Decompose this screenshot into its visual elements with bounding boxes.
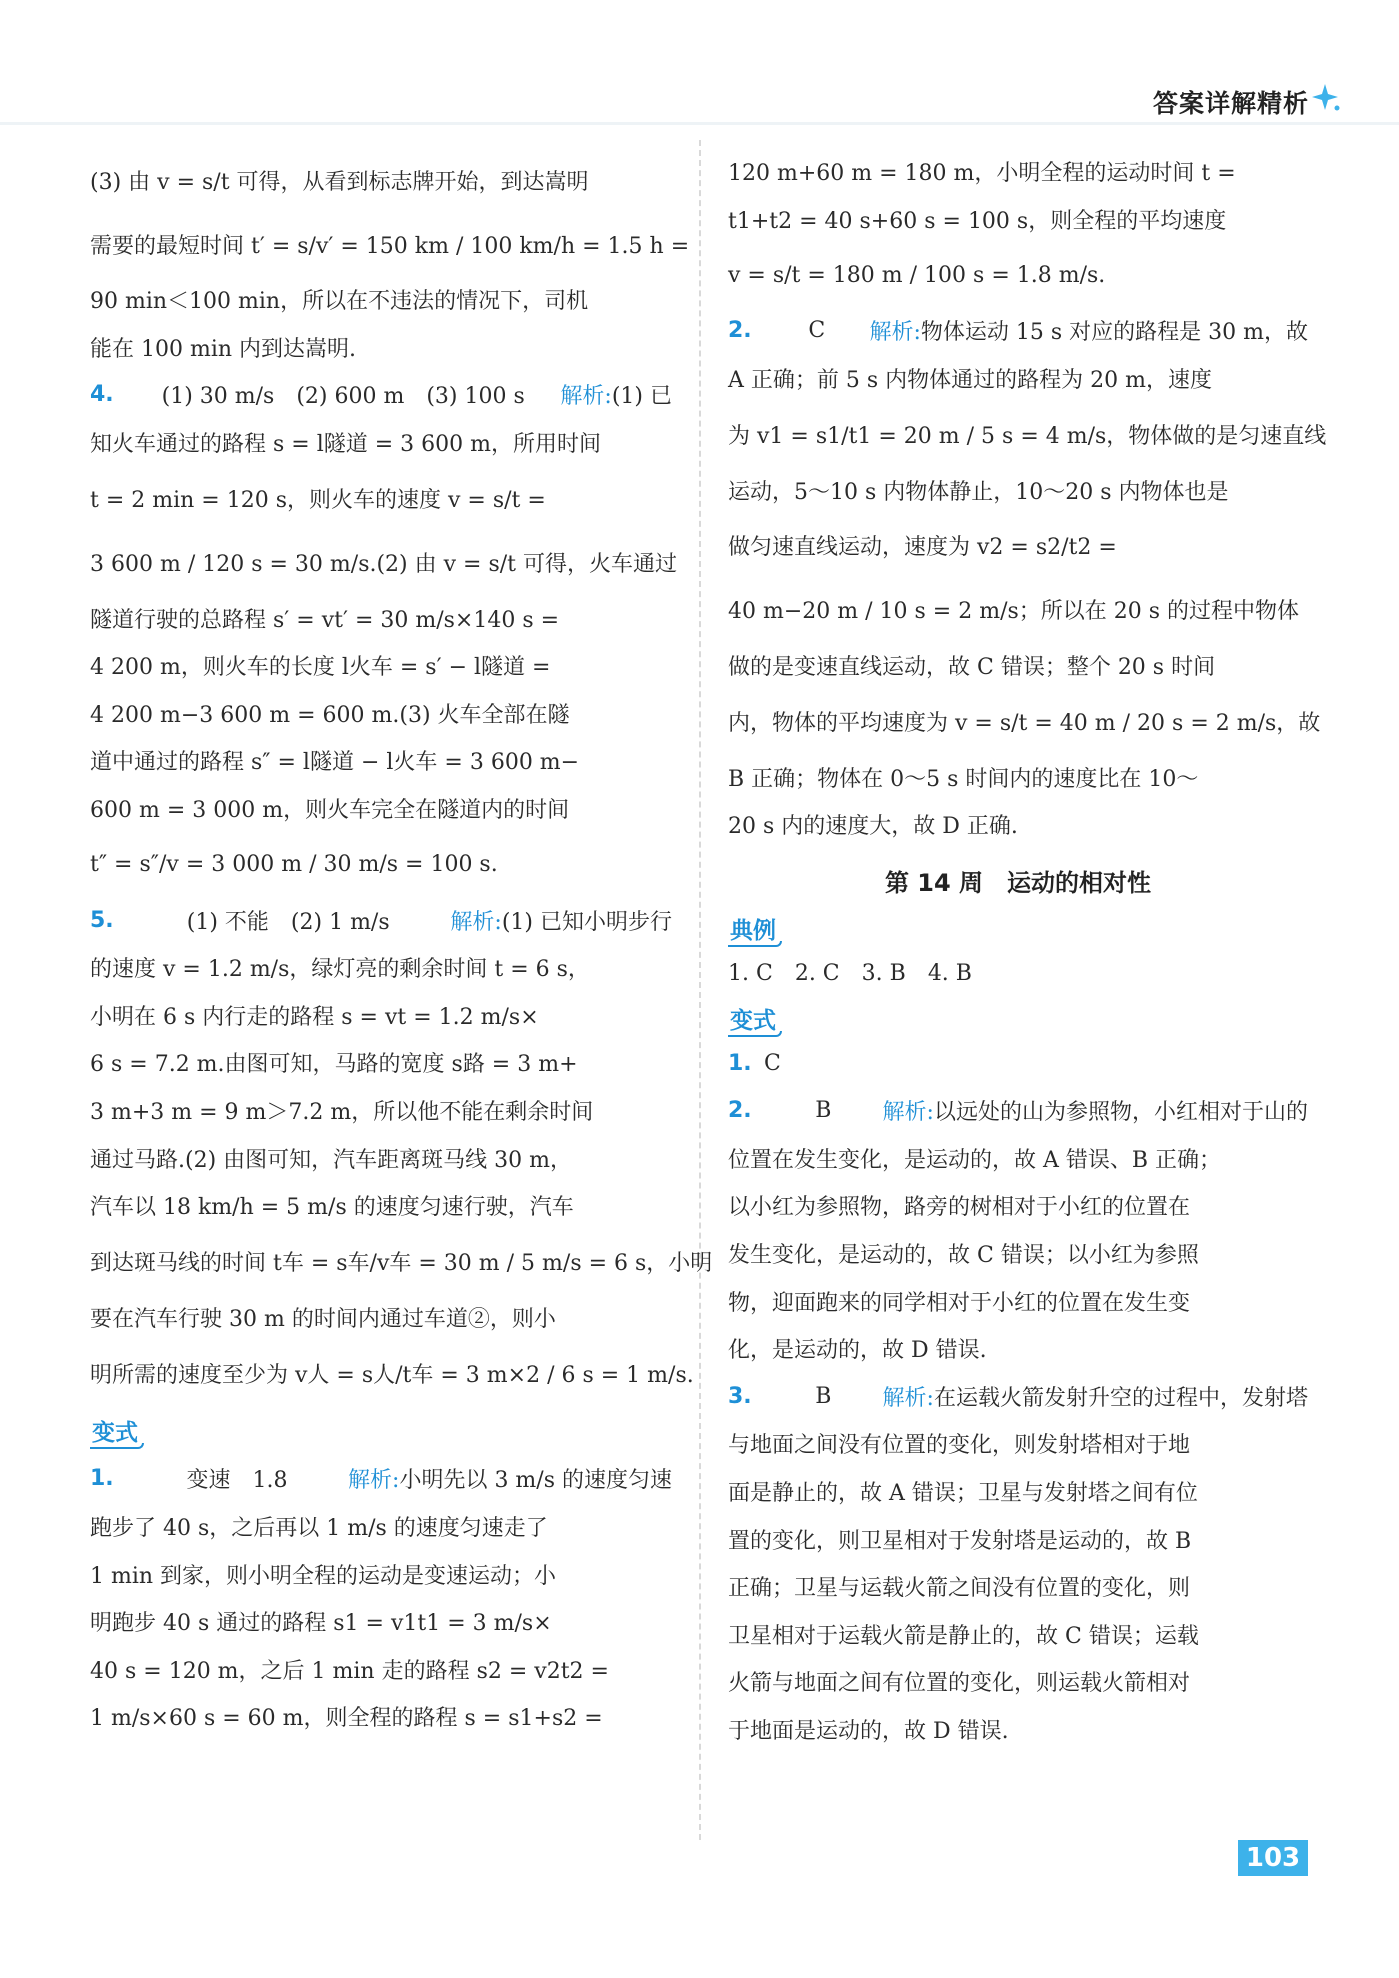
column-divider <box>699 140 701 1840</box>
header-title: 答案详解精析 <box>1152 89 1309 118</box>
text-line: 600 m = 3 000 m，则火车完全在隧道内的时间 <box>90 798 570 824</box>
text-line: 120 m+60 m = 180 m，小明全程的运动时间 t = <box>728 161 1236 187</box>
right-column <box>728 148 1327 1753</box>
text-line: 做的是变速直线运动，故 C 错误；整个 20 s 时间 <box>728 655 1216 681</box>
section-tag-variant: 变式 <box>728 1002 778 1035</box>
question-number: 3. <box>728 1383 752 1409</box>
text-line: 正确；卫星与运载火箭之间没有位置的变化，则 <box>728 1576 1191 1602</box>
answer-text: (1) 不能 (2) 1 m/s <box>186 909 390 935</box>
example-answer: 4. B <box>927 961 972 987</box>
variant-2-line <box>728 1087 1308 1135</box>
text-line: 明所需的速度至少为 v人 = s人/t车 = 3 m×2 / 6 s = 1 m/s. <box>90 1362 694 1388</box>
text-fragment: 以远处的山为参照物，小红相对于山的 <box>933 1100 1308 1126</box>
text-line: 跑步了 40 s，之后再以 1 m/s 的速度匀速走了 <box>90 1515 548 1541</box>
question-4-line <box>90 371 672 419</box>
text-line: 6 s = 7.2 m.由图可知，马路的宽度 s路 = 3 m+ <box>90 1052 578 1078</box>
variant-3-line <box>728 1373 1308 1421</box>
text-line: 面是静止的，故 A 错误；卫星与发射塔之间有位 <box>728 1480 1198 1506</box>
answer-text: (1) 30 m/s (2) 600 m (3) 100 s <box>161 384 525 410</box>
header-rule <box>0 122 1399 125</box>
text-line: 为 v1 = s1/t1 = 20 m / 5 s = 4 m/s，物体做的是匀速直线 <box>728 423 1327 449</box>
text-line: 要在汽车行驶 30 m 的时间内通过车道②，则小 <box>90 1306 556 1332</box>
text-line: t = 2 min = 120 s，则火车的速度 v = s/t = <box>90 487 546 513</box>
text-fragment: 物体运动 15 s 对应的路程是 30 m，故 <box>920 320 1308 346</box>
text-line: 3 600 m / 120 s = 30 m/s.(2) 由 v = s/t 可得，火车通过 <box>90 551 678 577</box>
text-line: 与地面之间没有位置的变化，则发射塔相对于地 <box>728 1433 1191 1459</box>
section-tag-line <box>728 997 1308 1039</box>
analysis-label: 解析: <box>882 1385 934 1411</box>
text-line: 以小红为参照物，路旁的树相对于小红的位置在 <box>728 1195 1191 1221</box>
text-line: (3) 由 v = s/t 可得，从看到标志牌开始，到达嵩明 <box>90 169 589 195</box>
text-line: 40 s = 120 m，之后 1 min 走的路程 s2 = v2t2 = <box>90 1658 609 1684</box>
question-number: 1. <box>90 1466 114 1492</box>
text-line: 20 s 内的速度大，故 D 正确. <box>728 814 1018 840</box>
text-line: t1+t2 = 40 s+60 s = 100 s，则全程的平均速度 <box>728 208 1227 234</box>
answer-text: 变速 1.8 <box>186 1468 288 1494</box>
text-line: 通过马路.(2) 由图可知，汽车距离斑马线 30 m， <box>90 1147 572 1173</box>
text-line: 4 200 m，则火车的长度 l火车 = s′ − l隧道 = <box>90 655 551 681</box>
analysis-label: 解析: <box>348 1468 400 1494</box>
text-line: 4 200 m−3 600 m = 600 m.(3) 火车全部在隧 <box>90 702 570 728</box>
text-fragment: (1) 已知小明步行 <box>501 909 672 935</box>
text-line: 需要的最短时间 t′ = s/v′ = 150 km / 100 km/h = 1.5 h = <box>90 233 690 259</box>
text-line: 到达斑马线的时间 t车 = s车/v车 = 30 m / 5 m/s = 6 s，小明 <box>90 1251 713 1276</box>
analysis-label: 解析: <box>450 909 502 935</box>
example-answer: 1. C <box>728 961 773 987</box>
text-fragment: 在运载火箭发射升空的过程中，发射塔 <box>933 1385 1308 1411</box>
variant-1-line <box>90 1455 672 1503</box>
text-line: 的速度 v = 1.2 m/s，绿灯亮的剩余时间 t = 6 s， <box>90 957 590 983</box>
analysis-label: 解析: <box>560 384 612 410</box>
text-line: 3 m+3 m = 9 m＞7.2 m，所以他不能在剩余时间 <box>90 1100 594 1126</box>
text-line: 汽车以 18 km/h = 5 m/s 的速度匀速行驶，汽车 <box>90 1195 574 1221</box>
text-line: 置的变化，则卫星相对于发射塔是运动的，故 B <box>728 1528 1192 1554</box>
text-line: t″ = s″/v = 3 000 m / 30 m/s = 100 s. <box>90 851 498 877</box>
text-line: 1 min 到家，则小明全程的运动是变速运动；小 <box>90 1563 557 1589</box>
text-line: 道中通过的路程 s″ = l隧道 − l火车 = 3 600 m− <box>90 750 580 776</box>
text-line: 明跑步 40 s 通过的路程 s1 = v1t1 = 3 m/s× <box>90 1611 552 1637</box>
text-line: 卫星相对于运载火箭是静止的，故 C 错误；运载 <box>728 1623 1199 1649</box>
text-line: 40 m−20 m / 10 s = 2 m/s；所以在 20 s 的过程中物体 <box>728 599 1300 625</box>
example-answers <box>728 950 1308 998</box>
text-line: 内，物体的平均速度为 v = s/t = 40 m / 20 s = 2 m/s，故 <box>728 711 1321 737</box>
text-line: 运动，5～10 s 内物体静止，10～20 s 内物体也是 <box>728 479 1229 505</box>
section-heading: 第 14 周 运动的相对性 <box>884 868 1152 897</box>
analysis-label: 解析: <box>882 1100 934 1126</box>
text-line: 隧道行驶的总路程 s′ = vt′ = 30 m/s×140 s = <box>90 607 560 633</box>
page-number: 103 <box>1238 1840 1308 1876</box>
text-line: B 正确；物体在 0～5 s 时间内的速度比在 10～ <box>728 766 1199 792</box>
question-number: 1. <box>728 1050 752 1076</box>
section-tag-line <box>90 1405 672 1455</box>
question-number: 5. <box>90 907 114 933</box>
answer-text: C <box>808 318 826 344</box>
text-line: 位置在发生变化，是运动的，故 A 错误、B 正确； <box>728 1147 1222 1173</box>
question-number: 2. <box>728 1098 752 1124</box>
question-number: 2. <box>728 318 752 344</box>
section-tag-example: 典例 <box>728 912 778 945</box>
text-line: 1 m/s×60 s = 60 m，则全程的路程 s = s1+s2 = <box>90 1706 603 1732</box>
question-number: 4. <box>90 382 114 408</box>
text-line: 知火车通过的路程 s = l隧道 = 3 600 m，所用时间 <box>90 432 601 458</box>
text-line: 物，迎面跑来的同学相对于小红的位置在发生变 <box>728 1290 1191 1316</box>
text-line: 做匀速直线运动，速度为 v2 = s2/t2 = <box>728 535 1117 561</box>
section-tag-line <box>728 908 1308 950</box>
text-line: A 正确；前 5 s 内物体通过的路程为 20 m，速度 <box>728 368 1212 394</box>
text-fragment: (1) 已 <box>611 384 672 410</box>
text-line: 于地面是运动的，故 D 错误. <box>728 1718 1009 1744</box>
text-fragment: 小明先以 3 m/s 的速度匀速 <box>399 1468 672 1494</box>
text-line: 化，是运动的，故 D 错误. <box>728 1338 987 1364</box>
text-line: 90 min＜100 min，所以在不违法的情况下，司机 <box>90 289 589 315</box>
sparkle-icon <box>1311 82 1341 112</box>
text-line: 能在 100 min 内到达嵩明. <box>90 336 357 362</box>
answer-text: B <box>815 1098 832 1124</box>
answer-text: C <box>764 1050 781 1076</box>
text-line: 小明在 6 s 内行走的路程 s = vt = 1.2 m/s× <box>90 1004 539 1030</box>
answer-text: B <box>815 1383 832 1409</box>
variant-1-line <box>728 1039 1308 1087</box>
example-answer: 2. C <box>794 961 840 987</box>
left-column <box>90 148 713 1741</box>
section-tag-variant: 变式 <box>90 1414 140 1447</box>
question-5-line <box>90 896 672 944</box>
example-answer: 3. B <box>861 961 906 987</box>
question-2-line <box>728 307 1308 355</box>
analysis-label: 解析: <box>869 320 921 346</box>
text-line: 火箭与地面之间有位置的变化，则运载火箭相对 <box>728 1671 1191 1697</box>
text-line: v = s/t = 180 m / 100 s = 1.8 m/s. <box>728 262 1106 288</box>
text-line: 发生变化，是运动的，故 C 错误；以小红为参照 <box>728 1243 1199 1269</box>
